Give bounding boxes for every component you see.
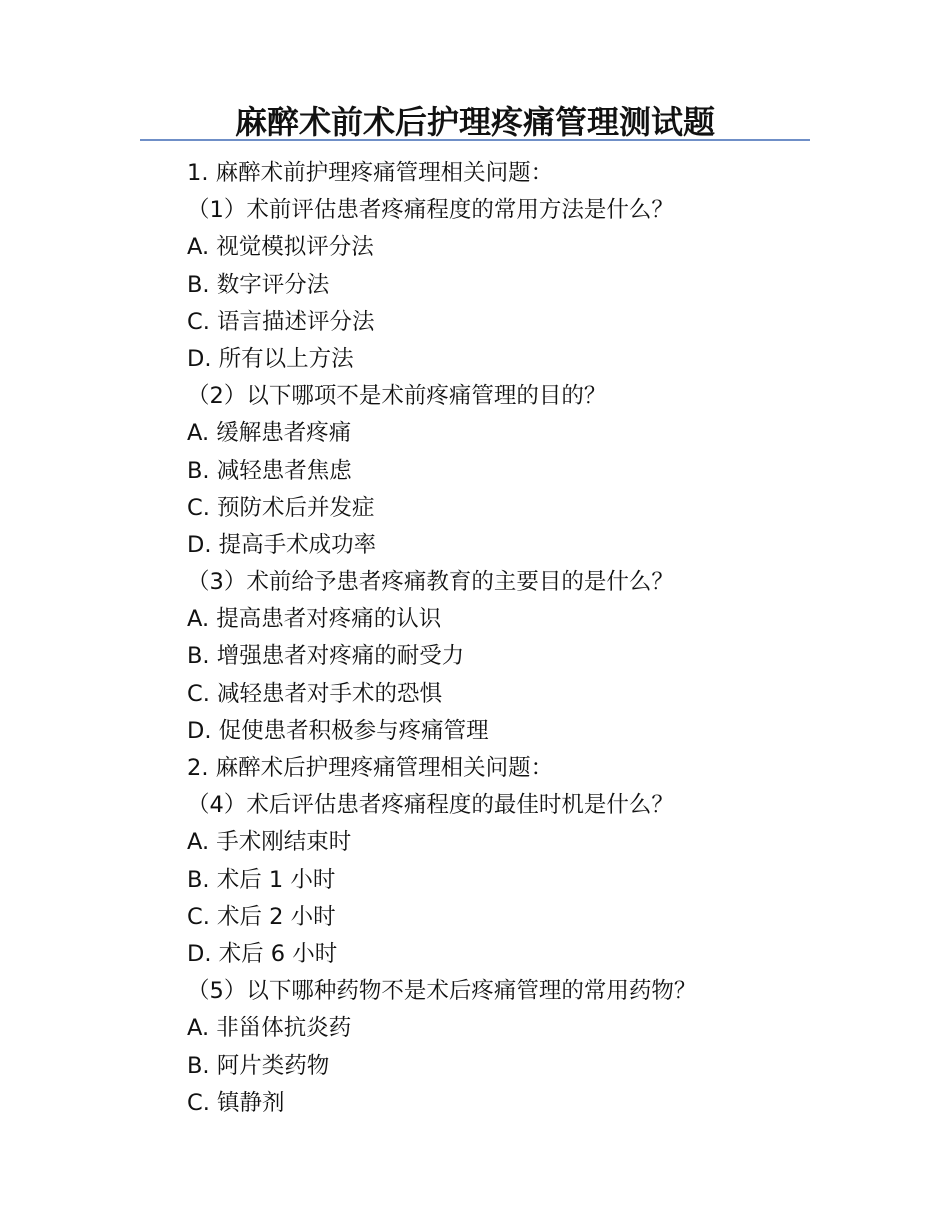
answer-option: D. 提高手术成功率 — [187, 531, 377, 558]
answer-option: C. 术后 2 小时 — [187, 903, 336, 930]
answer-option: D. 促使患者积极参与疼痛管理 — [187, 717, 489, 744]
answer-option: B. 数字评分法 — [187, 271, 330, 298]
question-text: （2）以下哪项不是术前疼痛管理的目的？ — [187, 383, 607, 410]
document-title: 麻醉术前术后护理疼痛管理测试题 — [234, 103, 715, 141]
answer-option: B. 减轻患者焦虑 — [187, 457, 352, 484]
title-underline — [140, 139, 810, 141]
answer-option: A. 缓解患者疼痛 — [187, 420, 352, 447]
answer-option: D. 所有以上方法 — [187, 345, 354, 372]
answer-option: C. 语言描述评分法 — [187, 308, 375, 335]
answer-option: A. 视觉模拟评分法 — [187, 234, 374, 261]
answer-option: A. 提高患者对疼痛的认识 — [187, 606, 442, 633]
question-text: （3）术前给予患者疼痛教育的主要目的是什么？ — [187, 569, 674, 596]
question-list — [187, 155, 887, 1122]
answer-option: C. 镇静剂 — [187, 1089, 285, 1116]
answer-option: C. 减轻患者对手术的恐惧 — [187, 680, 443, 707]
answer-option: B. 增强患者对疼痛的耐受力 — [187, 643, 465, 670]
question-text: （5）以下哪种药物不是术后疼痛管理的常用药物？ — [187, 978, 697, 1005]
answer-option: B. 阿片类药物 — [187, 1052, 330, 1079]
answer-option: D. 术后 6 小时 — [187, 940, 338, 967]
section-heading: 1. 麻醉术前护理疼痛管理相关问题： — [187, 160, 554, 186]
question-text: （4）术后评估患者疼痛程度的最佳时机是什么？ — [187, 792, 674, 819]
question-text: （1）术前评估患者疼痛程度的常用方法是什么？ — [187, 197, 674, 224]
answer-option: B. 术后 1 小时 — [187, 866, 336, 893]
answer-option: C. 预防术后并发症 — [187, 494, 375, 521]
answer-option: A. 非甾体抗炎药 — [187, 1015, 352, 1042]
answer-option: A. 手术刚结束时 — [187, 829, 352, 856]
section-heading: 2. 麻醉术后护理疼痛管理相关问题： — [187, 755, 554, 781]
